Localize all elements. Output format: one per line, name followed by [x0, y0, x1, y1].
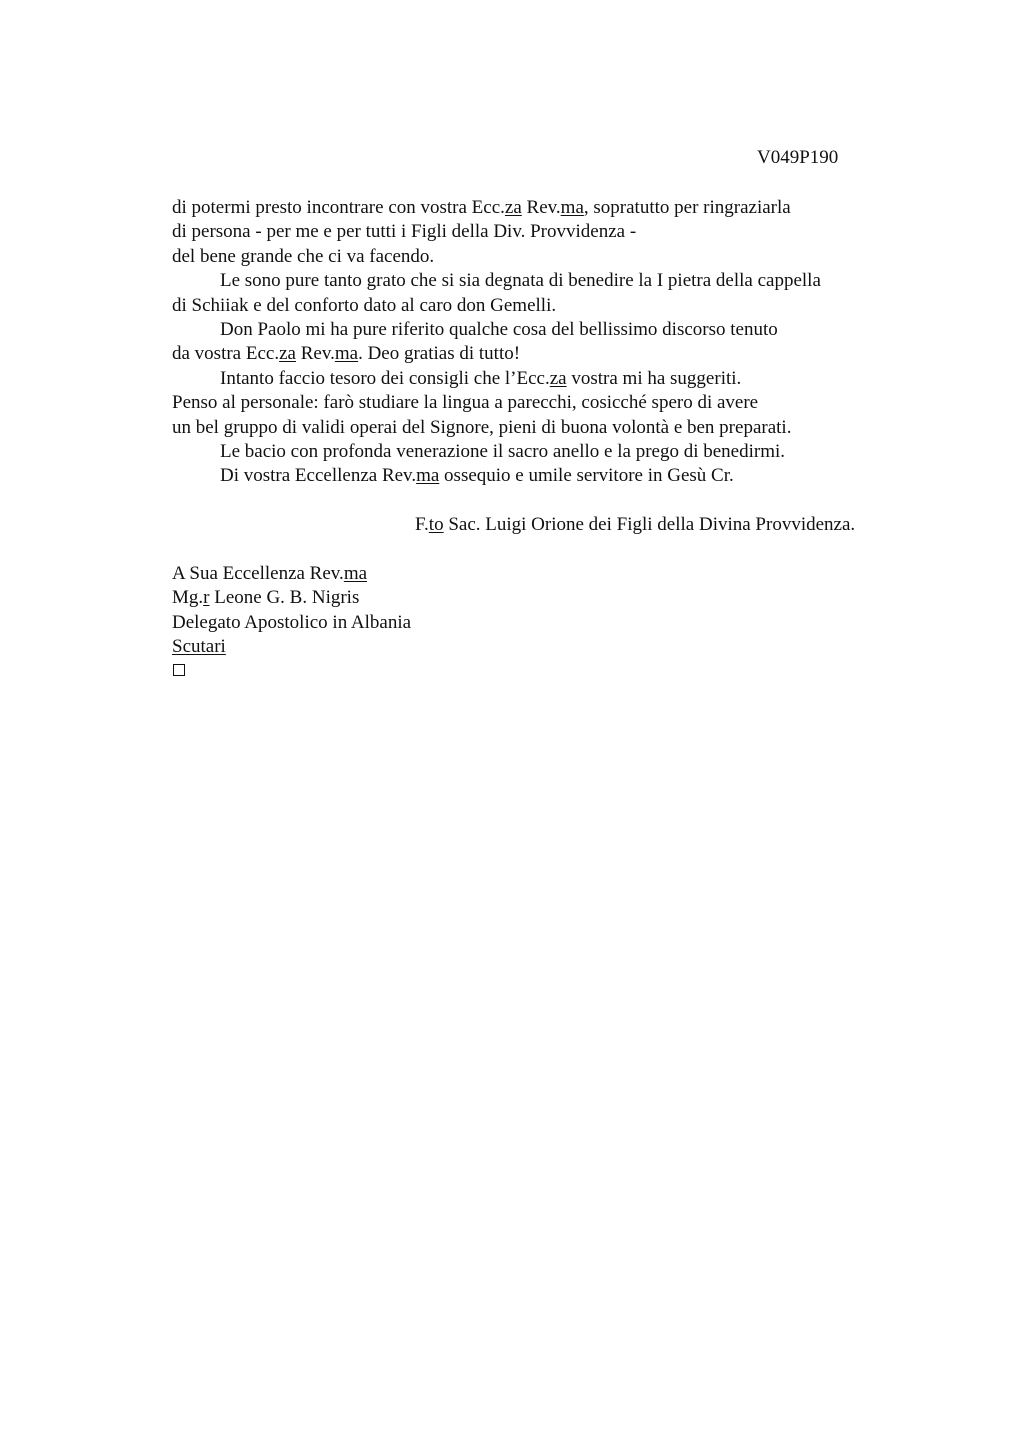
address-line-3: Delegato Apostolico in Albania [172, 611, 412, 633]
letter-line-9: Penso al personale: farò studiare la lingua a parecchi, cosicché spero di avere [172, 392, 759, 414]
text-run: A Sua Eccellenza Rev. [172, 563, 344, 584]
letter-line-5: di Schiiak e del conforto dato al caro don Gemelli. [172, 294, 557, 316]
underlined-abbrev: ma [334, 343, 359, 365]
text-run: Rev. [521, 197, 561, 218]
underlined-abbrev: ma [560, 197, 584, 218]
text-run: , sopratutto per ringraziarla [583, 197, 791, 218]
text-run: di potermi presto incontrare con vostra Ecc. [172, 197, 505, 218]
text-run: vostra mi ha suggeriti. [566, 367, 742, 389]
address-line-1 [172, 563, 411, 587]
letter-line-12 [172, 465, 932, 489]
underlined-abbrev: za [549, 367, 567, 389]
underlined-abbrev: ma [416, 465, 440, 487]
letter-line-8 [172, 368, 932, 392]
text-run: Sac. Luigi Orione dei Figli della Divina Provvidenza. [443, 514, 856, 535]
underlined-abbrev: r [203, 587, 210, 609]
underlined-abbrev: to [428, 514, 444, 535]
checkbox-square-icon [173, 664, 185, 676]
letter-line-6: Don Paolo mi ha pure riferito qualche cosa del bellissimo discorso tenuto [220, 318, 778, 340]
signature-line [415, 514, 855, 536]
address-line-2 [172, 587, 411, 611]
text-run: Intanto faccio tesoro dei consigli che l’Ecc. [220, 367, 550, 389]
letter-body [172, 197, 932, 490]
text-run: Leone G. B. Nigris [209, 587, 360, 609]
underlined-abbrev: ma [343, 563, 368, 584]
underlined-abbrev: za [504, 197, 522, 218]
letter-line-7 [172, 343, 932, 367]
text-run: F. [415, 514, 429, 535]
text-run: ossequio e umile servitore in Gesù Cr. [439, 465, 734, 487]
letter-line-2: di persona - per me e per tutti i Figli della Div. Provvidenza - [172, 221, 637, 243]
page-code: V049P190 [757, 147, 839, 168]
letter-line-4: Le sono pure tanto grato che si sia degnata di benedire la I pietra della cappella [220, 270, 821, 292]
underlined-abbrev: za [279, 343, 296, 365]
text-run: Mg. [172, 587, 204, 609]
letter-line-3: del bene grande che ci va facendo. [172, 245, 435, 267]
text-run: da vostra Ecc. [172, 343, 280, 365]
letter-line-11: Le bacio con profonda venerazione il sacro anello e la prego di benedirmi. [220, 440, 786, 462]
letter-line-10: un bel gruppo di validi operai del Signore, pieni di buona volontà e ben preparati. [172, 416, 792, 438]
text-run: . Deo gratias di tutto! [358, 343, 521, 365]
address-city: Scutari [172, 636, 226, 658]
letter-line-1 [172, 197, 932, 221]
address-block [172, 563, 411, 661]
text-run: Rev. [295, 343, 335, 365]
text-run: Di vostra Eccellenza Rev. [220, 465, 417, 487]
